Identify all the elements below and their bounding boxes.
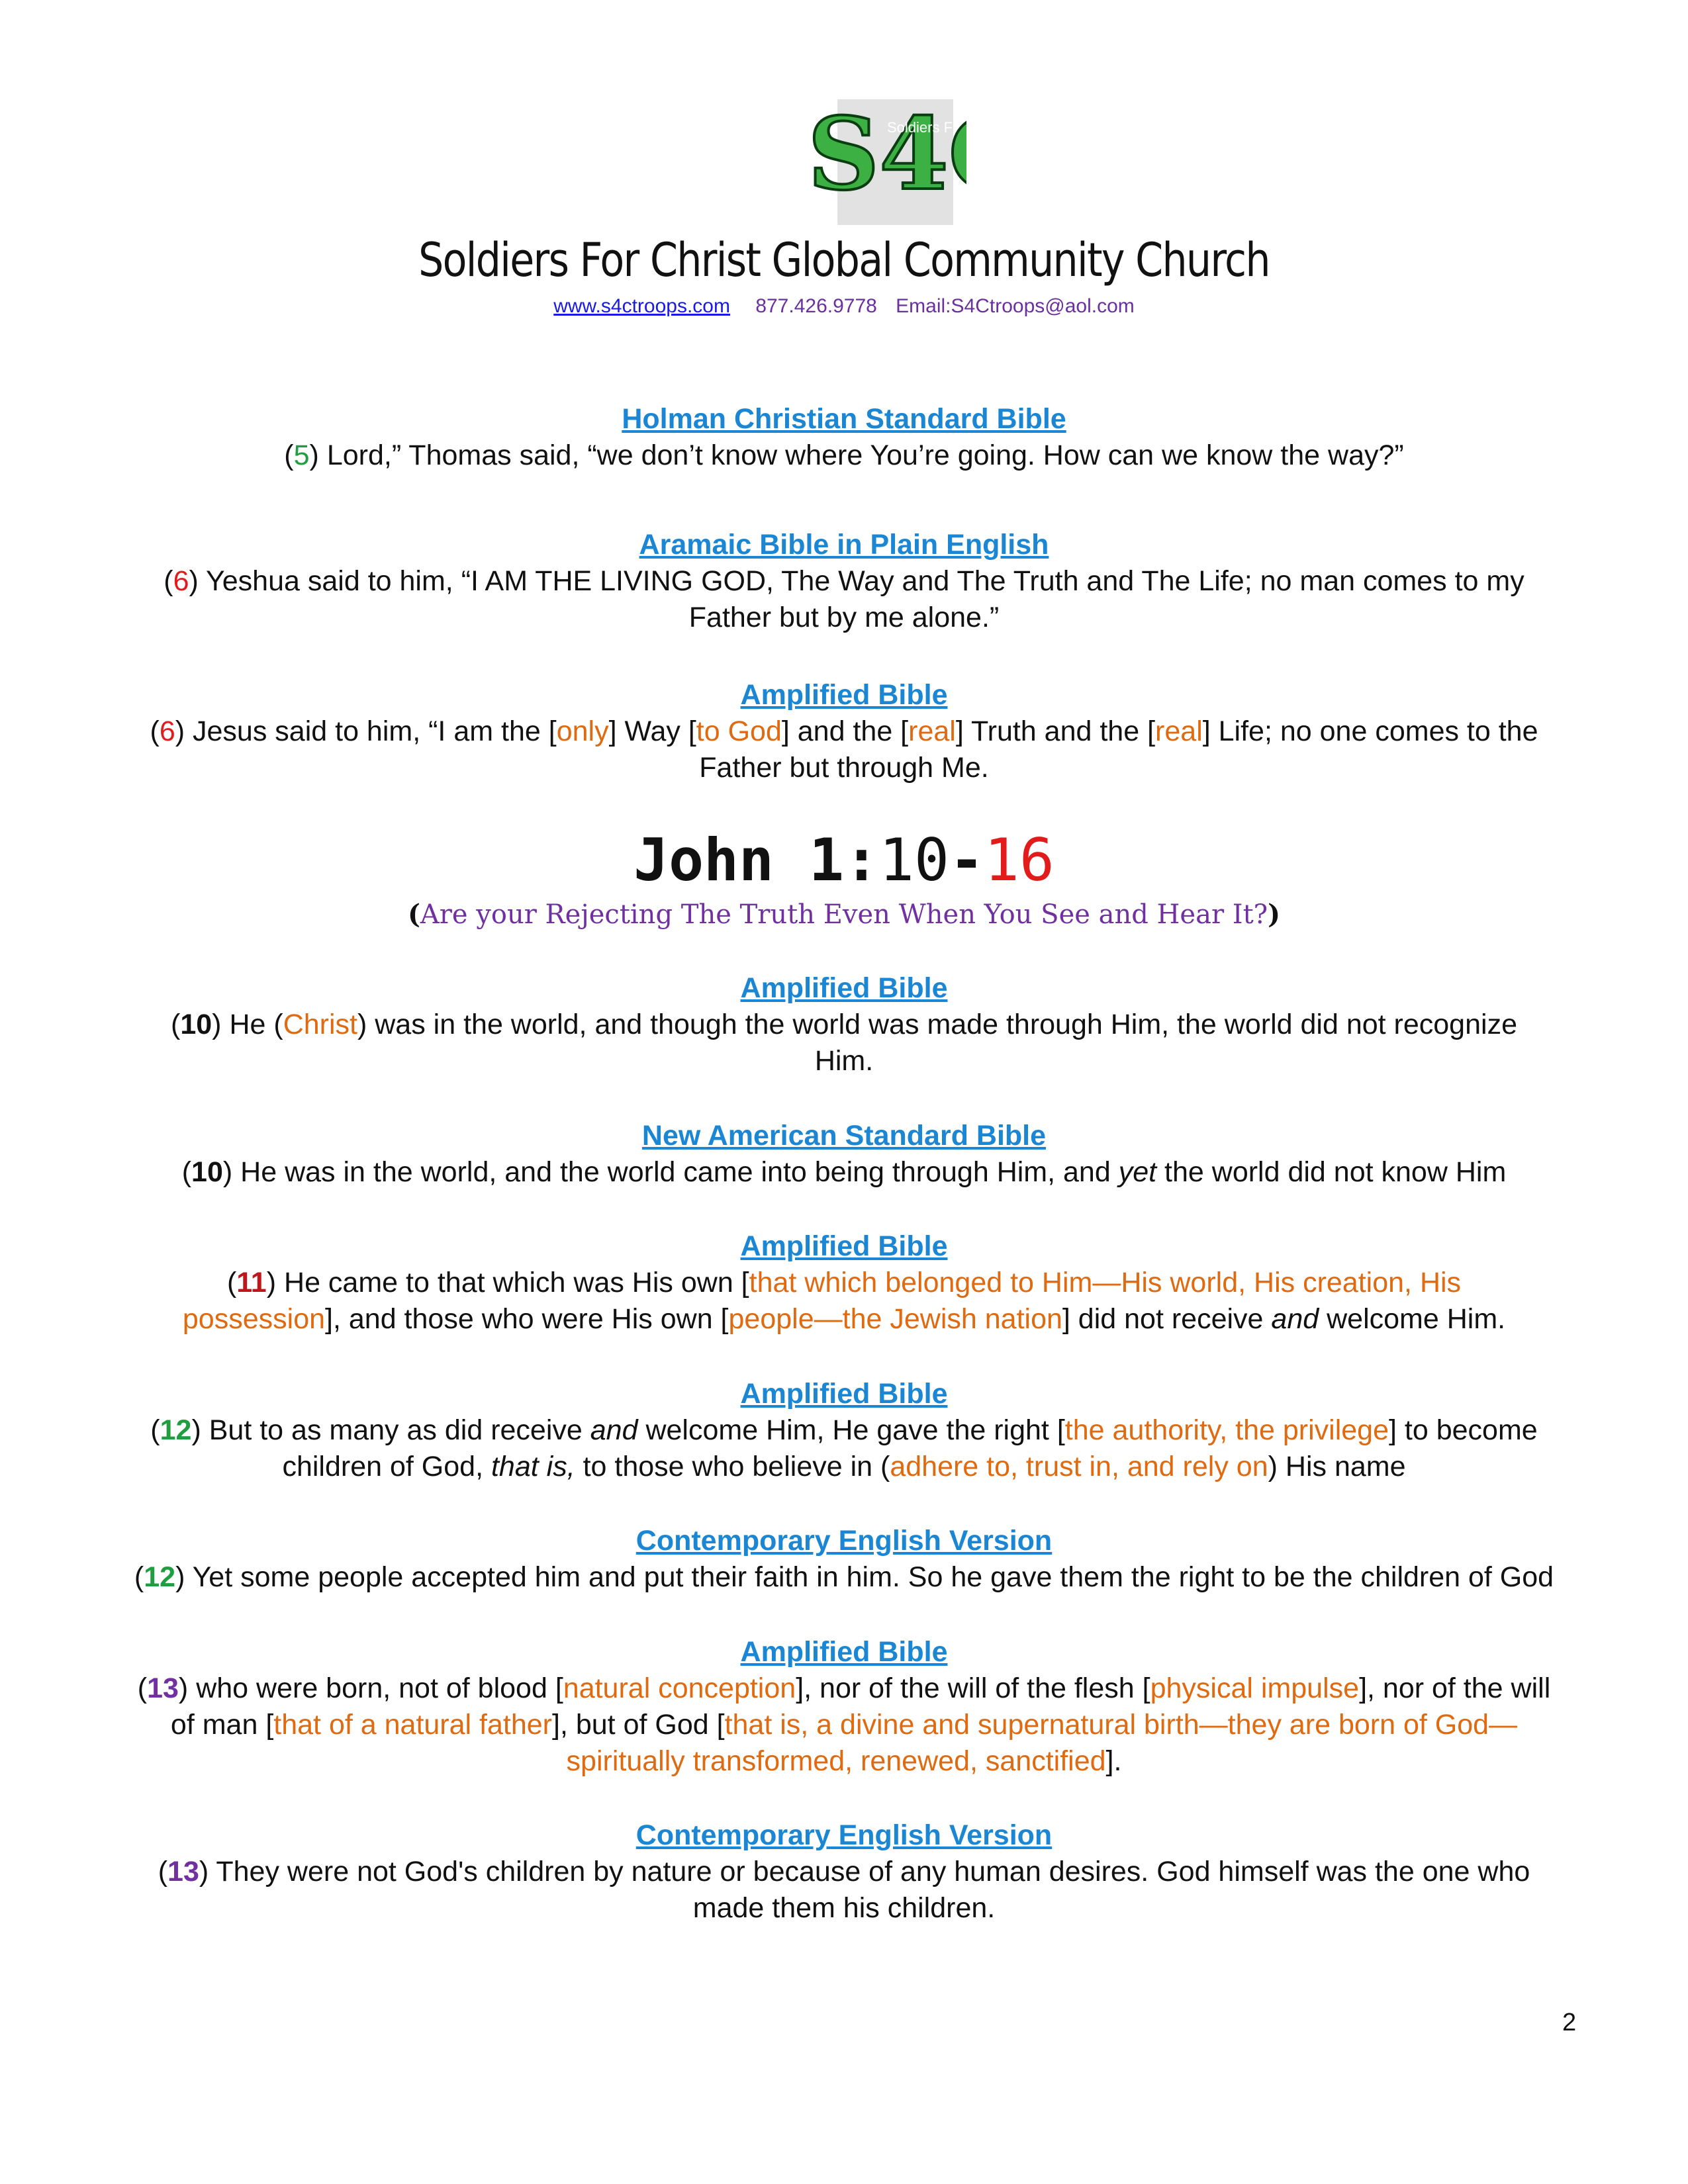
verse-number: 12	[160, 1414, 192, 1446]
phone-number: 877.426.9778	[755, 295, 877, 317]
verse-text: (12) But to as many as did receive and welcome Him, He gave the right [the authority, the privilege] to become children of God, that is, to those who believe in (adhere to, trust in, and rely on) His name	[150, 1414, 1538, 1482]
verse-text: (5) Lord,” Thomas said, “we don’t know where You’re going. How can we know the way?”	[284, 439, 1404, 471]
section-cev-13	[93, 1817, 1595, 1927]
section-heading[interactable]: Amplified Bible	[740, 1636, 948, 1668]
section-heading[interactable]: Amplified Bible	[740, 972, 948, 1004]
section-heading[interactable]: Holman Christian Standard Bible	[622, 403, 1066, 435]
verse-text: (10) He was in the world, and the world came into being through Him, and yet the world did not know Him	[181, 1156, 1507, 1188]
section-heading[interactable]: New American Standard Bible	[641, 1120, 1047, 1152]
section-cev-12	[93, 1522, 1595, 1596]
verse-text: (6) Yeshua said to him, “I AM THE LIVING GOD, The Way and The Truth and The Life; no man comes to my Father but by me alone.”	[164, 565, 1524, 633]
verse-number: 10	[180, 1009, 212, 1040]
section-amplified-11	[93, 1228, 1595, 1338]
verse-number: 6	[159, 715, 175, 747]
verse-number: 13	[147, 1672, 179, 1704]
section-heading[interactable]: Contemporary English Version	[635, 1819, 1053, 1851]
section-heading[interactable]: Aramaic Bible in Plain English	[639, 529, 1049, 561]
verse-text: (13) who were born, not of blood [natural conception], nor of the will of the flesh [physical impulse], nor of the will of man [that of a natural father], but of God [that is, a divine and supernatural birth—they are born of God— spiritually transformed, renewed, sanctified].	[137, 1672, 1551, 1777]
section-hcsb	[93, 400, 1595, 474]
passage-subtitle: (Are your Rejecting The Truth Even When You See and Hear It?)	[407, 899, 1281, 930]
logo-letter-s: S4	[808, 96, 949, 212]
contact-line	[0, 295, 1688, 318]
section-amplified-13	[93, 1633, 1595, 1780]
church-name: Soldiers For Christ Global Community Church	[418, 233, 1270, 287]
section-heading[interactable]: Contemporary English Version	[635, 1525, 1053, 1557]
verse-text: (10) He (Christ) was in the world, and though the world was made through Him, the world did not recognize Him.	[171, 1009, 1517, 1077]
verse-number: 11	[236, 1267, 267, 1298]
email-address: Email:S4Ctroops@aol.com	[896, 295, 1135, 317]
passage-title: John 1:10-16	[633, 826, 1055, 894]
verse-text: (13) They were not God's children by nature or because of any human desires. God himself was the one who made them his children.	[158, 1856, 1530, 1924]
church-logo	[801, 96, 966, 228]
logo-small-text: Soldiers F	[887, 119, 953, 136]
page-number: 2	[1562, 2009, 1577, 2036]
verse-number: 10	[191, 1156, 223, 1188]
section-amplified-10	[93, 970, 1595, 1079]
section-aramaic	[93, 526, 1595, 636]
verse-number: 6	[173, 565, 189, 597]
verse-number: 13	[167, 1856, 199, 1888]
verse-body: Lord,” Thomas said, “we don’t know where You’re going. How can we know the way?”	[326, 439, 1404, 471]
website-link[interactable]: www.s4ctroops.com	[553, 295, 730, 317]
section-nasb-10	[93, 1117, 1595, 1191]
section-heading[interactable]: Amplified Bible	[740, 1230, 948, 1262]
section-amplified-12	[93, 1375, 1595, 1485]
verse-number: 5	[293, 439, 310, 471]
section-heading[interactable]: Amplified Bible	[740, 1378, 948, 1410]
section-heading[interactable]: Amplified Bible	[740, 679, 948, 711]
verse-number: 12	[144, 1561, 176, 1593]
verse-text: (11) He came to that which was His own [that which belonged to Him—His world, His creation, His possession], and those who were His own [people—the Jewish nation] did not receive and welcome Him.	[182, 1267, 1506, 1335]
verse-text: (12) Yet some people accepted him and put their faith in him. So he gave them the right to be the children of God	[134, 1561, 1554, 1593]
verse-text: (6) Jesus said to him, “I am the [only] Way [to God] and the [real] Truth and the [real] Life; no one comes to the Father but through Me.	[150, 715, 1538, 784]
section-amplified-6	[93, 676, 1595, 786]
